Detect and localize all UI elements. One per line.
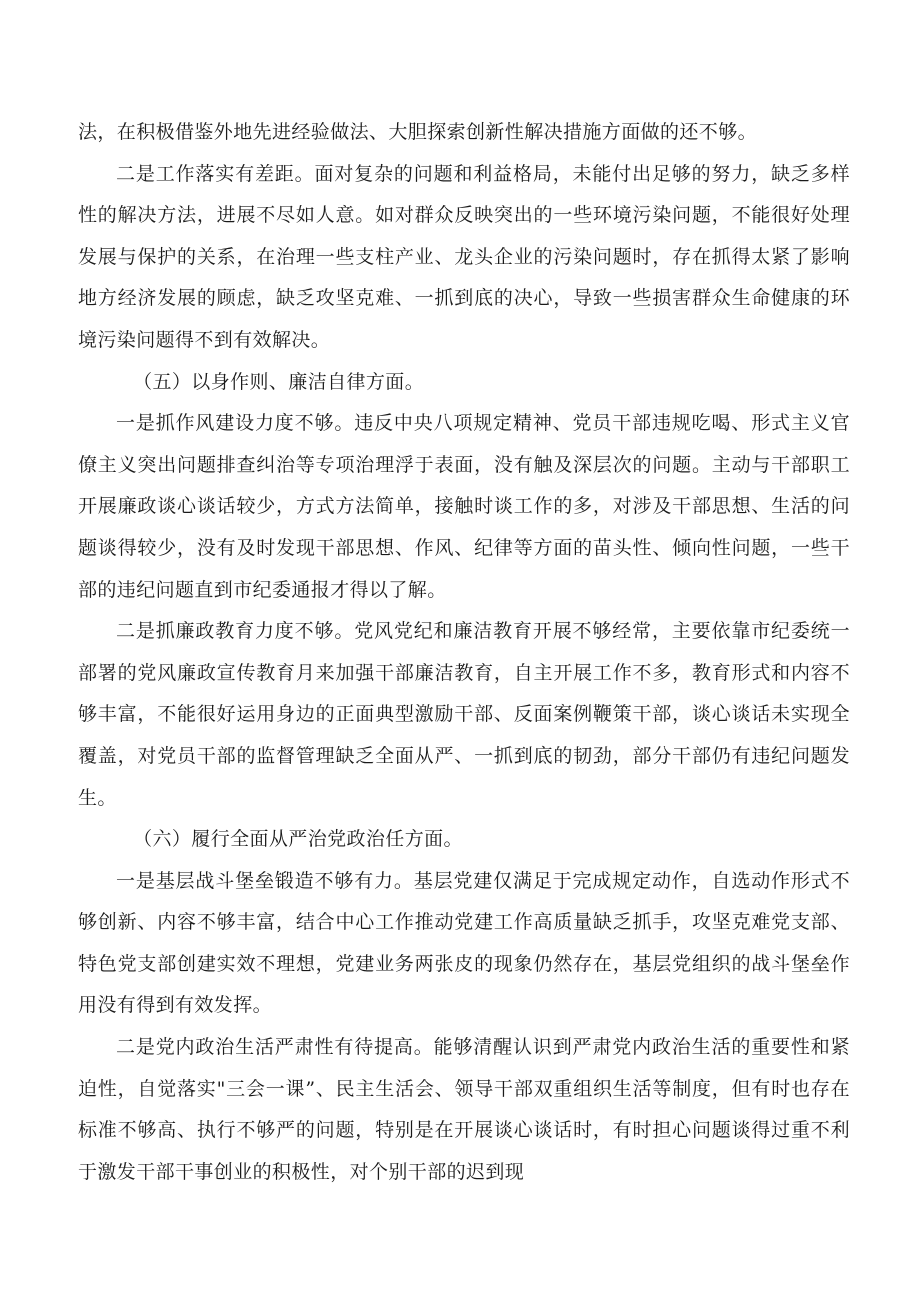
paragraph-grassroots-fortress: 一是基层战斗堡垒锻造不够有力。基层党建仅满足于完成规定动作，自选动作形式不够创新、内容不够丰富，结合中心工作推动党建工作高质量缺乏抓手，攻坚克难党支部、特色党支部创建实效不理想，党建业务两张皮的现象仍然存在，基层党组织的战斗堡垒作用没有得到有效发挥。 bbox=[78, 869, 850, 1017]
paragraph-continuation: 法，在积极借鉴外地先进经验做法、大胆探索创新性解决措施方面做的还不够。 bbox=[78, 121, 758, 143]
paragraph-political-life: 二是党内政治生活严肃性有待提高。能够清醒认识到严肃党内政治生活的重要性和紧迫性，自觉落实"三会一课”、民主生活会、领导干部双重组织生活等制度，但有时也存在标准不够高、执行不够严的问题，特别是在开展谈心谈话时，有时担心问题谈得过重不利于激发干部干事创业的积极性，对个别干部的迟到现 bbox=[78, 1036, 850, 1183]
section-heading-six: （六）履行全面从严治党政治任方面。 bbox=[133, 828, 463, 851]
paragraph-integrity-education: 二是抓廉政教育力度不够。党风党纪和廉洁教育开展不够经常，主要依靠市纪委统一部署的党风廉政宣传教育月来加强干部廉洁教育，自主开展工作不多，教育形式和内容不够丰富，不能很好运用身边的正面典型激励干部、反面案例鞭策干部，谈心谈话未实现全覆盖，对党员干部的监督管理缺乏全面从严、一抓到底的韧劲，部分干部仍有违纪问题发生。 bbox=[78, 620, 850, 809]
document-body bbox=[78, 112, 850, 1193]
paragraph-work-implementation: 二是工作落实有差距。面对复杂的问题和利益格局，未能付出足够的努力，缺乏多样性的解决方法，进展不尽如人意。如对群众反映突出的一些环境污染问题，不能很好处理发展与保护的关系，在治理一些支柱产业、龙头企业的污染问题时，存在抓得太紧了影响地方经济发展的顾虑，缺乏攻坚克难、一抓到底的决心，导致一些损害群众生命健康的环境污染问题得不到有效解决。 bbox=[78, 162, 850, 351]
paragraph-work-style: 一是抓作风建设力度不够。违反中央八项规定精神、党员干部违规吃喝、形式主义官僚主义突出问题排查纠治等专项治理浮于表面，没有触及深层次的问题。主动与干部职工开展廉政谈心谈话较少，方式方法简单，接触时谈工作的多，对涉及干部思想、生活的问题谈得较少，没有及时发现干部思想、作风、纪律等方面的苗头性、倾向性问题，一些干部的违纪问题直到市纪委通报才得以了解。 bbox=[78, 412, 850, 601]
section-heading-five: （五）以身作则、廉洁自律方面。 bbox=[133, 370, 425, 393]
